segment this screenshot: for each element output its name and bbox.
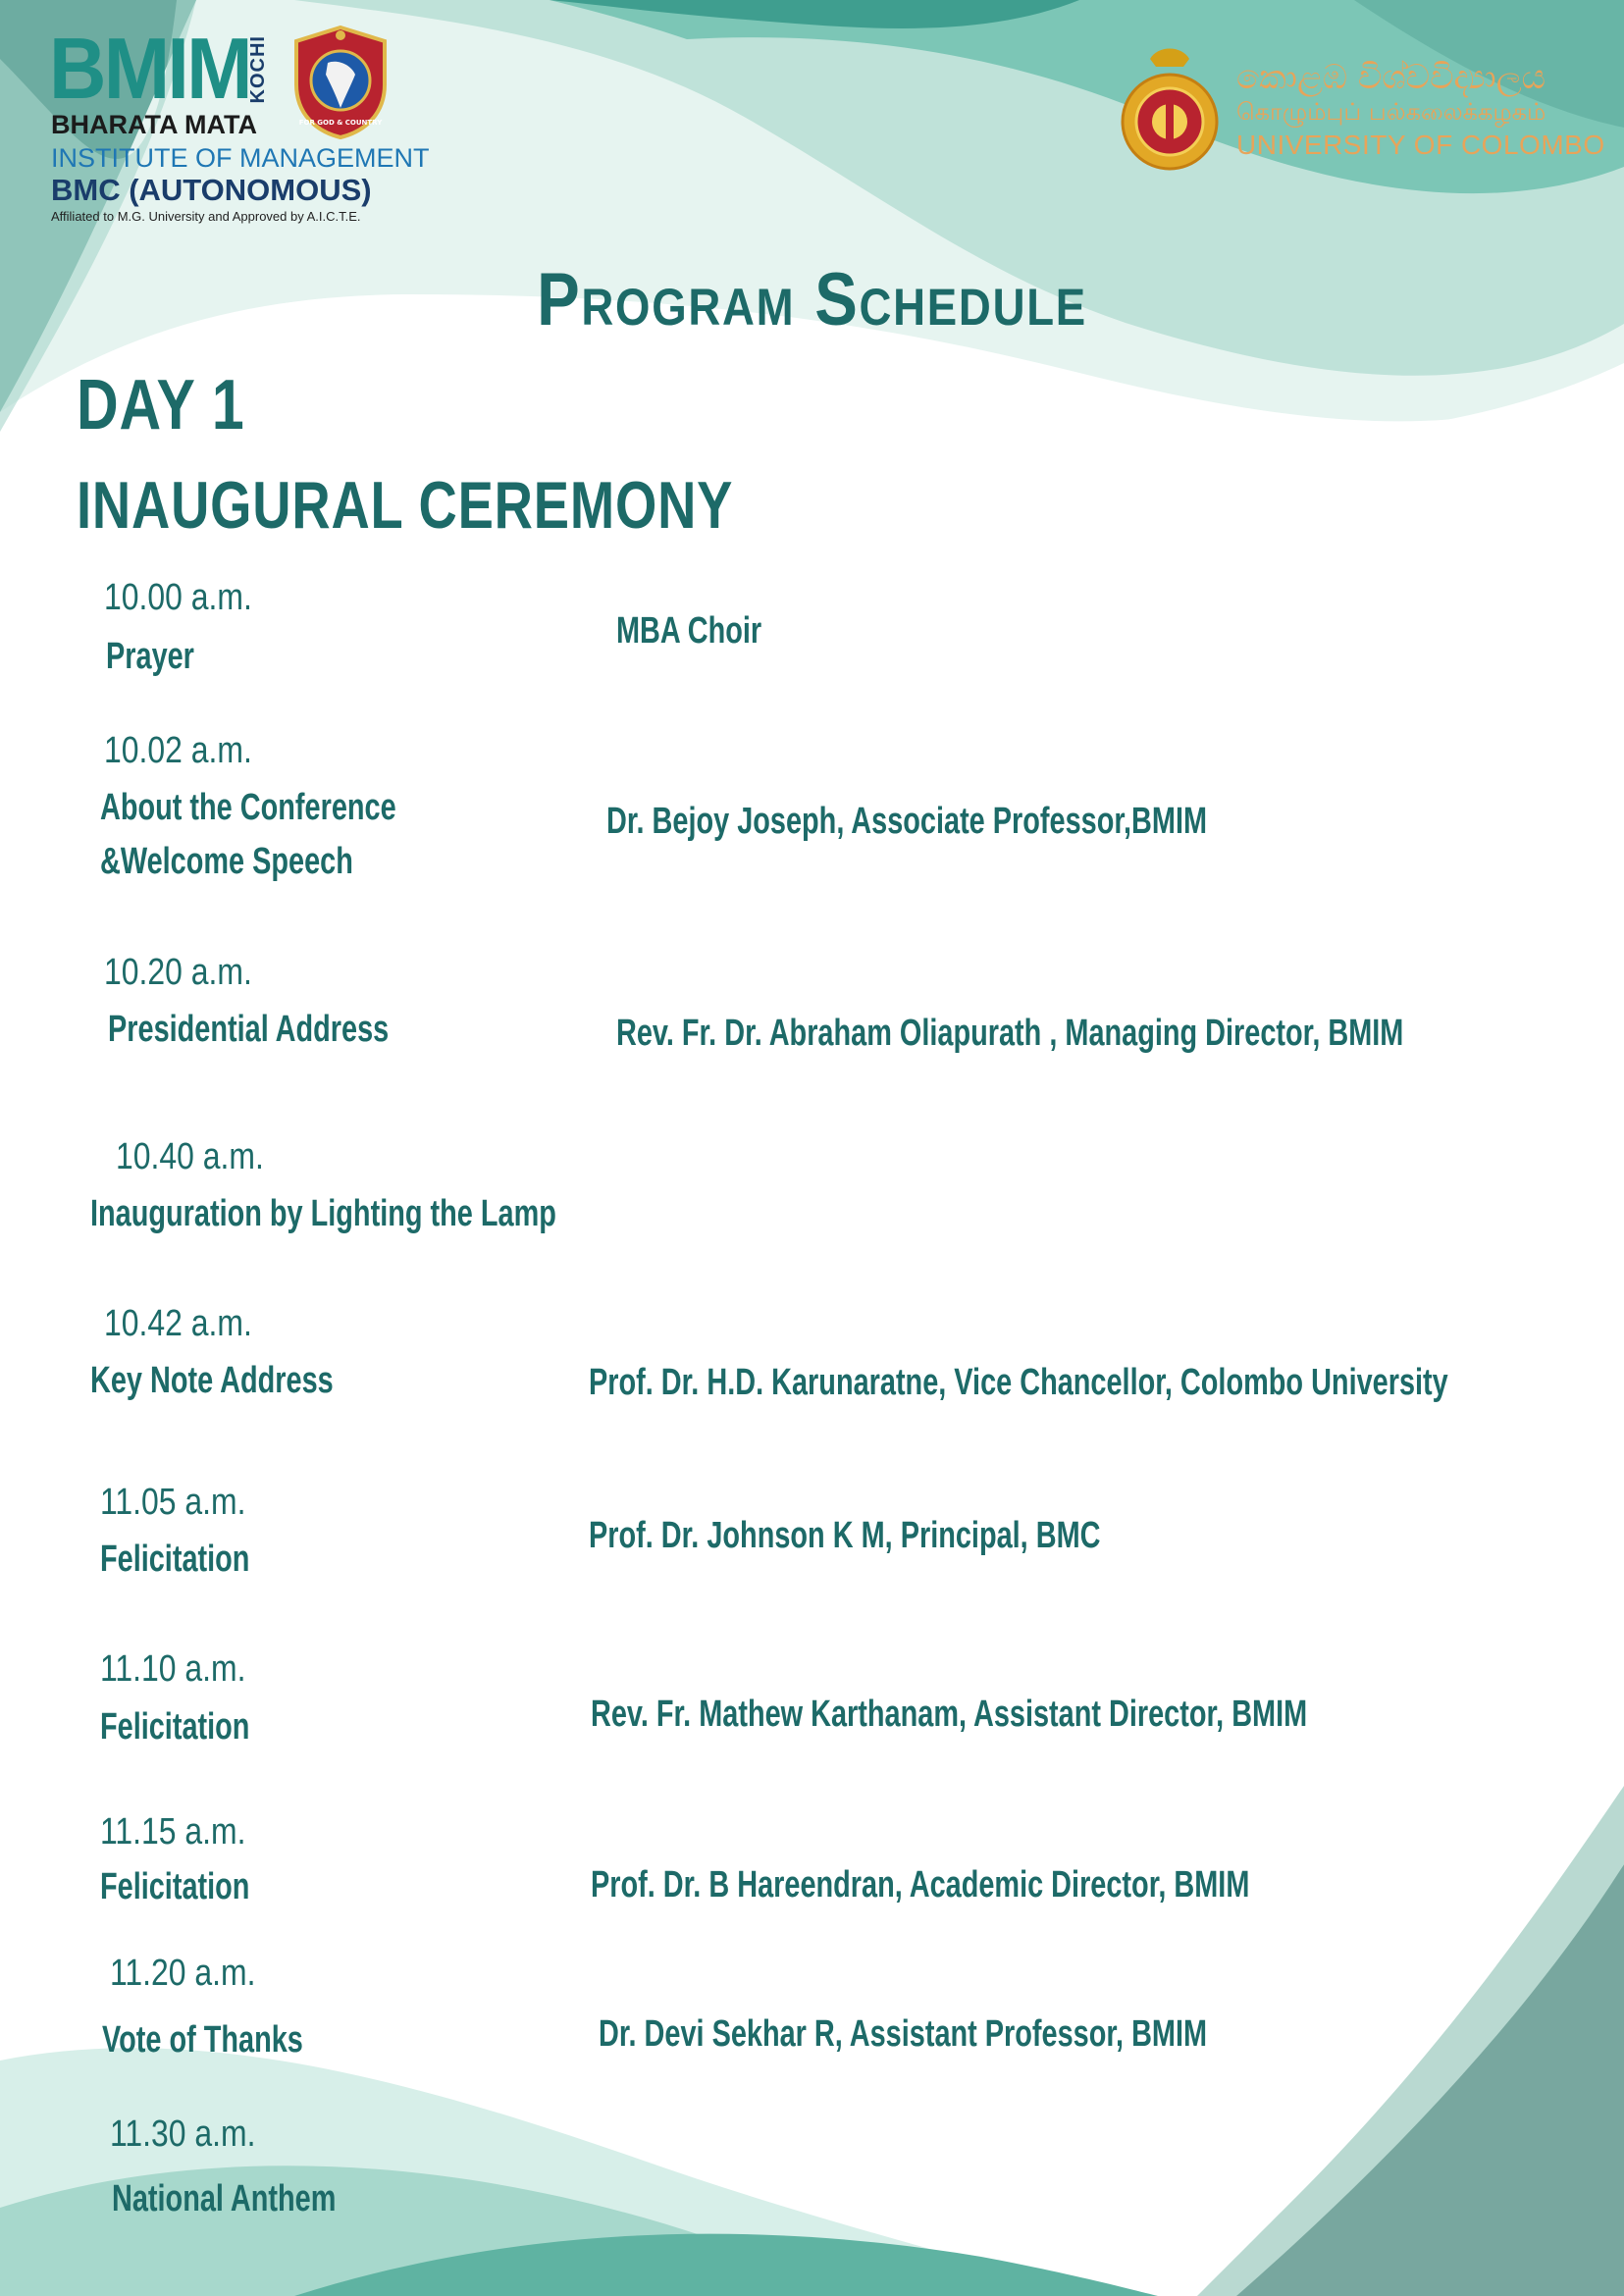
schedule-speaker-8: Prof. Dr. B Hareendran, Academic Director, BMIM [591,1864,1250,1905]
university-name-tamil: கொழும்புப் பல்கலைக்கழகம் [1236,98,1546,126]
schedule-time-3: 10.20 a.m. [104,952,252,993]
bmim-affiliation: Affiliated to M.G. University and Approved by A.I.C.T.E. [51,209,361,224]
university-name-sinhala: කොළඹ විශ්වවිද්‍යාලය [1236,58,1546,97]
day-heading: DAY 1 [77,366,245,444]
schedule-speaker-3: Rev. Fr. Dr. Abraham Oliapurath , Managing Director, BMIM [616,1013,1404,1054]
schedule-time-8: 11.15 a.m. [100,1811,246,1852]
schedule-speaker-6: Prof. Dr. Johnson K M, Principal, BMC [589,1515,1101,1556]
university-name-english: UNIVERSITY OF COLOMBO [1236,130,1605,160]
schedule-time-2: 10.02 a.m. [104,730,252,771]
schedule-event-10: National Anthem [112,2178,337,2219]
schedule-time-6: 11.05 a.m. [100,1482,246,1523]
schedule-event-2: About the Conference &Welcome Speech [100,787,396,882]
schedule-speaker-1: MBA Choir [616,610,762,652]
schedule-speaker-9: Dr. Devi Sekhar R, Assistant Professor, BMIM [599,2013,1208,2055]
schedule-speaker-5: Prof. Dr. H.D. Karunaratne, Vice Chancellor, Colombo University [589,1362,1448,1403]
schedule-event-6: Felicitation [100,1539,250,1580]
bmim-name-line3: BMC (AUTONOMOUS) [51,173,372,207]
schedule-time-9: 11.20 a.m. [110,1953,256,1994]
section-heading: INAUGURAL CEREMONY [77,468,734,543]
page-title: Program Schedule [537,258,1087,341]
bmim-name-line2: INSTITUTE OF MANAGEMENT [51,143,430,173]
bmim-city-label: KOCHI [247,35,269,104]
schedule-event-1: Prayer [106,636,194,677]
schedule-speaker-7: Rev. Fr. Mathew Karthanam, Assistant Director, BMIM [591,1694,1308,1735]
bmim-name-line1: BHARATA MATA [51,110,257,139]
schedule-event-8: Felicitation [100,1866,250,1907]
bmim-seal-icon [287,24,394,141]
schedule-time-7: 11.10 a.m. [100,1648,246,1690]
schedule-speaker-2: Dr. Bejoy Joseph, Associate Professor,BMIM [606,801,1208,842]
university-seal-icon [1111,37,1229,173]
bmim-logo-text: BMIM [49,20,250,117]
schedule-time-10: 11.30 a.m. [110,2113,256,2155]
schedule-event-5: Key Note Address [90,1360,334,1401]
schedule-time-4: 10.40 a.m. [116,1136,264,1177]
schedule-event-7: Felicitation [100,1706,250,1748]
schedule-event-3: Presidential Address [108,1009,390,1050]
schedule-event-9: Vote of Thanks [102,2019,303,2061]
schedule-time-5: 10.42 a.m. [104,1303,252,1344]
schedule-time-1: 10.00 a.m. [104,577,252,618]
schedule-event-4: Inauguration by Lighting the Lamp [90,1193,556,1234]
svg-text:FOR GOD & COUNTRY: FOR GOD & COUNTRY [298,119,383,127]
